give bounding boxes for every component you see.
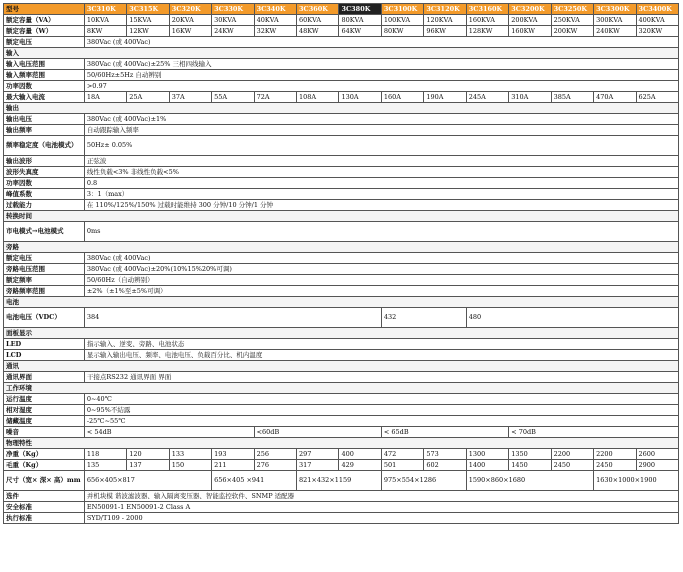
model-name: 3C3100K — [381, 4, 423, 15]
spec-row — [4, 350, 679, 361]
model-name: 3C3200K — [509, 4, 551, 15]
spec-value: 正弦波 — [84, 156, 678, 167]
spec-label: 额定容量（W） — [4, 26, 85, 37]
spec-label: 执行标准 — [4, 513, 85, 524]
spec-cell: 108A — [297, 92, 339, 103]
spec-value: EN50091-1 EN50091-2 Class A — [84, 502, 678, 513]
spec-value: 380Vac (或 400Vac)±1% — [84, 114, 678, 125]
spec-table — [3, 3, 679, 524]
spec-label: 过载能力 — [4, 200, 85, 211]
spec-cell: 250KVA — [551, 15, 593, 26]
spec-cell: < 70dB — [509, 427, 679, 438]
model-name: 3C3250K — [551, 4, 593, 15]
spec-cell: 72A — [254, 92, 296, 103]
spec-cell: 60KVA — [297, 15, 339, 26]
spec-cell: 32KW — [254, 26, 296, 37]
spec-cell: 821×432×1159 — [297, 471, 382, 491]
spec-value: 显示输入输出电压、频率、电池电压、负载百分比、机内温度 — [84, 350, 678, 361]
spec-value: 线性负载<3% 非线性负载<5% — [84, 167, 678, 178]
spec-value: >0.97 — [84, 81, 678, 92]
spec-cell: 200KW — [551, 26, 593, 37]
spec-cell: 2600 — [636, 449, 678, 460]
spec-cell: 160KVA — [466, 15, 508, 26]
spec-cell: 245A — [466, 92, 508, 103]
spec-cell: 656×405×817 — [84, 471, 211, 491]
spec-label: 旁路频率范围 — [4, 286, 85, 297]
spec-row — [4, 59, 679, 70]
spec-label: 储藏温度 — [4, 416, 85, 427]
spec-label: 市电模式→电池模式 — [4, 222, 85, 242]
spec-cell: 193 — [212, 449, 254, 460]
spec-label: 输入电压范围 — [4, 59, 85, 70]
spec-label: 输出电压 — [4, 114, 85, 125]
battery-voltage-row — [4, 308, 679, 328]
spec-cell: 240KW — [594, 26, 636, 37]
model-name: 3C320K — [169, 4, 211, 15]
spec-value: 0~95%不結露 — [84, 405, 678, 416]
spec-label: 运行温度 — [4, 394, 85, 405]
section-title: 旁路 — [4, 242, 679, 253]
spec-row — [4, 286, 679, 297]
spec-row — [4, 502, 679, 513]
spec-cell: 128KW — [466, 26, 508, 37]
spec-row — [4, 70, 679, 81]
spec-cell: 190A — [424, 92, 466, 103]
spec-cell: 64KW — [339, 26, 381, 37]
spec-cell: 1400 — [466, 460, 508, 471]
spec-row — [4, 178, 679, 189]
spec-label: 额定容量（VA） — [4, 15, 85, 26]
spec-cell: 30KVA — [212, 15, 254, 26]
max-current-row — [4, 92, 679, 103]
spec-cell: 384 — [84, 308, 381, 328]
spec-cell: 385A — [551, 92, 593, 103]
spec-cell: 133 — [169, 449, 211, 460]
model-name: 3C340K — [254, 4, 296, 15]
spec-cell: 1590×860×1680 — [466, 471, 593, 491]
model-name: 3C3400K — [636, 4, 678, 15]
spec-cell: 472 — [381, 449, 423, 460]
spec-cell: 120KVA — [424, 15, 466, 26]
spec-cell: 1350 — [509, 449, 551, 460]
spec-cell: 1630×1000×1900 — [594, 471, 679, 491]
spec-row — [4, 167, 679, 178]
model-name: 3C330K — [212, 4, 254, 15]
spec-label: 额定电压 — [4, 253, 85, 264]
section-title: 物理特性 — [4, 438, 679, 449]
spec-cell: < 65dB — [381, 427, 508, 438]
spec-cell: 310A — [509, 92, 551, 103]
spec-value: 380Vac (或 400Vac) — [84, 253, 678, 264]
spec-cell: 656×405 ×941 — [212, 471, 297, 491]
spec-cell: 25A — [127, 92, 169, 103]
spec-row — [4, 339, 679, 350]
spec-row — [4, 372, 679, 383]
spec-cell: 573 — [424, 449, 466, 460]
spec-value: 380Vac (或 400Vac)±25% 三相四线输入 — [84, 59, 678, 70]
spec-cell: 1300 — [466, 449, 508, 460]
model-header-label: 型号 — [4, 4, 85, 15]
section-title: 转换时间 — [4, 211, 679, 222]
spec-cell: 501 — [381, 460, 423, 471]
model-name: 3C3120K — [424, 4, 466, 15]
model-name: 3C3300K — [594, 4, 636, 15]
spec-cell: 297 — [297, 449, 339, 460]
spec-cell: 160KW — [509, 26, 551, 37]
section-title: 通讯 — [4, 361, 679, 372]
spec-value: 50/60Hz±5Hz 自动辨别 — [84, 70, 678, 81]
spec-cell: 256 — [254, 449, 296, 460]
spec-cell: 2200 — [551, 449, 593, 460]
section-title: 面板显示 — [4, 328, 679, 339]
spec-row — [4, 189, 679, 200]
model-name: 3C315K — [127, 4, 169, 15]
spec-value: 50/60Hz（自动辨别） — [84, 275, 678, 286]
spec-value: 并机块模 谐波滤波器、输入隔离变压器、智能监控软件、SNMP 适配器 — [84, 491, 678, 502]
spec-cell: 432 — [381, 308, 466, 328]
spec-cell: 18A — [84, 92, 126, 103]
spec-value: 0~40℃ — [84, 394, 678, 405]
spec-cell: 118 — [84, 449, 126, 460]
section-row — [4, 48, 679, 59]
spec-label: 输出频率 — [4, 125, 85, 136]
spec-cell: 135 — [84, 460, 126, 471]
spec-label: 通讯界面 — [4, 372, 85, 383]
spec-row — [4, 81, 679, 92]
spec-label: 最大输入电流 — [4, 92, 85, 103]
spec-label: 频率稳定度（电池模式） — [4, 136, 85, 156]
spec-cell: 8KW — [84, 26, 126, 37]
spec-cell: 12KW — [127, 26, 169, 37]
section-title: 电池 — [4, 297, 679, 308]
spec-label: 选件 — [4, 491, 85, 502]
spec-label: 功率因数 — [4, 178, 85, 189]
spec-label: 功率因数 — [4, 81, 85, 92]
spec-label: 相对湿度 — [4, 405, 85, 416]
spec-row — [4, 222, 679, 242]
model-name: 3C3160K — [466, 4, 508, 15]
spec-label: 电池电压（VDC） — [4, 308, 85, 328]
noise-row — [4, 427, 679, 438]
spec-label: LCD — [4, 350, 85, 361]
gross-weight-row — [4, 460, 679, 471]
dimensions-row — [4, 471, 679, 491]
spec-row — [4, 200, 679, 211]
spec-cell: 15KVA — [127, 15, 169, 26]
spec-row — [4, 513, 679, 524]
spec-cell: 2450 — [551, 460, 593, 471]
spec-cell: 40KVA — [254, 15, 296, 26]
section-row — [4, 103, 679, 114]
spec-row — [4, 253, 679, 264]
spec-cell: 160A — [381, 92, 423, 103]
spec-cell: 10KVA — [84, 15, 126, 26]
spec-label: 波形失真度 — [4, 167, 85, 178]
spec-label: 安全标准 — [4, 502, 85, 513]
spec-value: 50Hz± 0.05% — [84, 136, 678, 156]
spec-cell: 2200 — [594, 449, 636, 460]
spec-cell: 2450 — [594, 460, 636, 471]
spec-cell: 96KW — [424, 26, 466, 37]
spec-cell: 37A — [169, 92, 211, 103]
spec-row — [4, 405, 679, 416]
spec-label: 毛重（Kg） — [4, 460, 85, 471]
spec-label: 输入频率范围 — [4, 70, 85, 81]
section-title: 输出 — [4, 103, 679, 114]
spec-row — [4, 275, 679, 286]
section-row — [4, 328, 679, 339]
section-row — [4, 242, 679, 253]
spec-value: 380Vac (或 400Vac) — [84, 37, 678, 48]
spec-row — [4, 394, 679, 405]
spec-cell: 80KW — [381, 26, 423, 37]
spec-value: 3：1（max） — [84, 189, 678, 200]
capacity-row — [4, 15, 679, 26]
spec-cell: 48KW — [297, 26, 339, 37]
spec-value: 0ms — [84, 222, 678, 242]
spec-value: -25℃~55℃ — [84, 416, 678, 427]
spec-value: 0.8 — [84, 178, 678, 189]
section-row — [4, 211, 679, 222]
spec-value: ±2%（±1%至±5%可调） — [84, 286, 678, 297]
spec-label: 噪音 — [4, 427, 85, 438]
spec-cell: 55A — [212, 92, 254, 103]
spec-label: 净重（Kg） — [4, 449, 85, 460]
spec-row — [4, 37, 679, 48]
spec-row — [4, 491, 679, 502]
spec-cell: 130A — [339, 92, 381, 103]
spec-cell: 100KVA — [381, 15, 423, 26]
spec-cell: 24KW — [212, 26, 254, 37]
spec-value: SYD/T109 - 2000 — [84, 513, 678, 524]
section-title: 输入 — [4, 48, 679, 59]
spec-cell: 276 — [254, 460, 296, 471]
spec-value: 在 110%/125%/150% 过载时能维持 300 分钟/10 分钟/1 分钟 — [84, 200, 678, 211]
spec-cell: 602 — [424, 460, 466, 471]
spec-label: LED — [4, 339, 85, 350]
spec-cell: 16KW — [169, 26, 211, 37]
net-weight-row — [4, 449, 679, 460]
spec-label: 旁路电压范围 — [4, 264, 85, 275]
spec-label: 额定电压 — [4, 37, 85, 48]
section-row — [4, 361, 679, 372]
spec-row — [4, 416, 679, 427]
spec-cell: 480 — [466, 308, 678, 328]
spec-row — [4, 264, 679, 275]
section-row — [4, 297, 679, 308]
spec-cell: <60dB — [254, 427, 381, 438]
spec-row — [4, 136, 679, 156]
spec-row — [4, 114, 679, 125]
spec-cell: 2900 — [636, 460, 678, 471]
spec-cell: 470A — [594, 92, 636, 103]
spec-value: 指示输入、逆变、旁路、电池状态 — [84, 339, 678, 350]
spec-cell: 200KVA — [509, 15, 551, 26]
spec-cell: 429 — [339, 460, 381, 471]
section-row — [4, 383, 679, 394]
spec-label: 峰值系数 — [4, 189, 85, 200]
model-name: 3C360K — [297, 4, 339, 15]
spec-row — [4, 125, 679, 136]
spec-label: 输出波形 — [4, 156, 85, 167]
spec-cell: 400KVA — [636, 15, 678, 26]
spec-cell: 20KVA — [169, 15, 211, 26]
model-name: 3C310K — [84, 4, 126, 15]
spec-cell: 211 — [212, 460, 254, 471]
spec-cell: 120 — [127, 449, 169, 460]
spec-cell: 400 — [339, 449, 381, 460]
spec-cell: 137 — [127, 460, 169, 471]
section-title: 工作环境 — [4, 383, 679, 394]
header-row — [4, 4, 679, 15]
spec-cell: 80KVA — [339, 15, 381, 26]
spec-cell: 317 — [297, 460, 339, 471]
spec-row — [4, 156, 679, 167]
spec-cell: 975×554×1286 — [381, 471, 466, 491]
spec-cell: 300KVA — [594, 15, 636, 26]
spec-label: 尺寸（宽× 深× 高）mm — [4, 471, 85, 491]
spec-cell: 320KW — [636, 26, 678, 37]
spec-cell: 1450 — [509, 460, 551, 471]
capacity-row — [4, 26, 679, 37]
spec-value: 自动跟踪输入频率 — [84, 125, 678, 136]
model-name: 3C380K — [339, 4, 381, 15]
section-row — [4, 438, 679, 449]
spec-cell: 625A — [636, 92, 678, 103]
spec-value: 380Vac (或 400Vac)±20%(10%15%20%可调) — [84, 264, 678, 275]
spec-cell: < 54dB — [84, 427, 254, 438]
spec-value: 干接点RS232 通讯界面 界面 — [84, 372, 678, 383]
spec-cell: 150 — [169, 460, 211, 471]
spec-label: 额定频率 — [4, 275, 85, 286]
